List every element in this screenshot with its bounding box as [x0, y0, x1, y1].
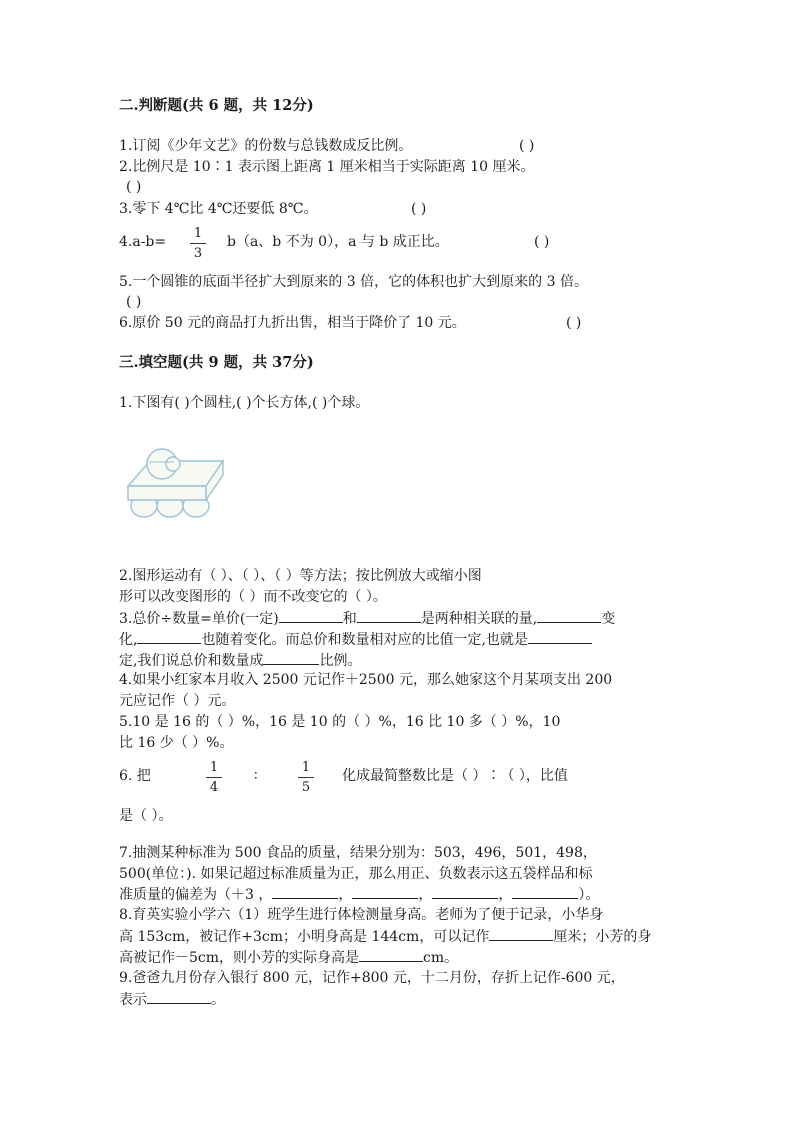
judge-q4-post: b（a、b 不为 0），a 与 b 成正比。	[227, 234, 449, 250]
judge-q1-paren: ( )	[519, 138, 535, 154]
section3-heading: 三.填空题(共 9 题，共 37分)	[119, 354, 314, 371]
judge-q6: 6.原价 50 元的商品打九折出售，相当于降价了 10 元。	[119, 315, 466, 331]
judge-q4-pre: 4.a-b=	[119, 234, 167, 250]
box-front	[128, 486, 206, 500]
fill-q3-line2: 化, 也随着变化。而总价和数量相对应的比值一定,也就是	[119, 629, 592, 650]
judge-q6-paren: ( )	[566, 315, 582, 331]
answer-blank[interactable]	[359, 947, 423, 962]
judge-q3: 3.零下 4℃比 4℃还要低 8℃。	[119, 201, 318, 217]
fill-q8-line2: 高 153cm，被记作+3cm；小明身高是 144cm，可以记作 厘米；小芳的身	[119, 926, 651, 947]
fraction-numerator: 1	[193, 226, 203, 241]
fill-q4-line2: 元应记作（ ）元。	[119, 693, 236, 709]
solids-figure	[124, 444, 228, 522]
answer-blank[interactable]	[357, 608, 421, 623]
fill-q2-line2: 形可以改变图形的（ ）而不改变它的（ ）。	[119, 589, 387, 605]
fill-q3-line3: 定,我们说总价和数量成 比例。	[119, 650, 361, 671]
fill-q2-line1: 2.图形运动有（ ）、（ ）、（ ）等方法；按比例放大或缩小图	[119, 568, 482, 584]
answer-blank[interactable]	[489, 926, 553, 941]
fill-q6-fraction2: 1 5	[298, 760, 314, 795]
fill-q9-line1: 9.爸爸九月份存入银行 800 元，记作+800 元，十二月份，存折上记作-600 元，	[119, 970, 625, 986]
answer-blank[interactable]	[272, 884, 338, 899]
judge-q4-fraction	[190, 226, 206, 261]
judge-q5-paren: ( )	[126, 294, 142, 310]
fill-q9-line2: 表示 。	[119, 989, 225, 1010]
answer-blank[interactable]	[528, 629, 592, 644]
fill-q3-line1: 3.总价÷数量=单价(一定) 和 是两种相关联的量, 变	[119, 608, 615, 629]
judge-q5-line1: 5.一个圆锥的底面半径扩大到原来的 3 倍，它的体积也扩大到原来的 3 倍。	[119, 274, 588, 290]
judge-q2-line1: 2.比例尺是 10∶1 表示图上距离 1 厘米相当于实际距离 10 厘米。	[119, 159, 535, 175]
small-sphere	[166, 457, 180, 471]
answer-blank[interactable]	[147, 989, 211, 1004]
fill-q6-colon: ∶	[254, 768, 258, 784]
fill-q7-line1: 7.抽测某种标准为 500 食品的质量，结果分别为：503，496，501，498，	[119, 845, 597, 861]
judge-q1-text: 1.订阅《少年文艺》的份数与总钱数成反比例。	[119, 138, 413, 154]
answer-blank[interactable]	[512, 884, 578, 899]
fill-q5-line2: 比 16 少（ ）%。	[119, 735, 234, 751]
fill-q5-line1: 5.10 是 16 的（ ）%，16 是 10 的（ ）%，16 比 10 多（ ）%，10	[119, 714, 561, 730]
judge-q2-paren: ( )	[126, 179, 142, 195]
judge-q3-paren: ( )	[411, 201, 427, 217]
fill-q4-line1: 4.如果小红家本月收入 2500 元记作＋2500 元，那么她家这个月某项支出 200	[119, 672, 613, 688]
answer-blank[interactable]	[137, 629, 201, 644]
fill-q7-line3: 准质量的偏差为（＋3 ， ， ， ， ）。	[119, 884, 599, 905]
fill-q8-line3: 高被记作－5cm，则小芳的实际身高是 cm。	[119, 947, 458, 968]
judge-q1	[119, 136, 412, 156]
fill-q8-line1: 8.育英实验小学六（1）班学生进行体检测量身高。老师为了便于记录，小华身	[119, 907, 604, 923]
fill-q6-post: 化成最简整数比是（ ）∶（ ），比值	[342, 768, 568, 784]
section2-heading: 二.判断题(共 6 题，共 12分)	[119, 97, 314, 114]
fraction-denominator: 3	[193, 246, 203, 261]
fill-q7-line2: 500(单位：). 如果记超过标准质量为正，那么用正、负数表示这五袋样品和标	[119, 866, 593, 882]
answer-blank[interactable]	[432, 884, 498, 899]
fill-q1: 1.下图有( )个圆柱,( )个长方体,( )个球。	[119, 395, 370, 411]
fill-q6-fraction1: 1 4	[206, 760, 222, 795]
answer-blank[interactable]	[537, 608, 601, 623]
answer-blank[interactable]	[263, 650, 319, 665]
fill-q6-pre: 6. 把	[119, 768, 151, 784]
answer-blank[interactable]	[352, 884, 418, 899]
fraction-bar	[190, 243, 206, 244]
judge-q4-paren: ( )	[534, 234, 550, 250]
fill-q6-line2: 是（ ）。	[119, 808, 173, 824]
answer-blank[interactable]	[279, 608, 343, 623]
